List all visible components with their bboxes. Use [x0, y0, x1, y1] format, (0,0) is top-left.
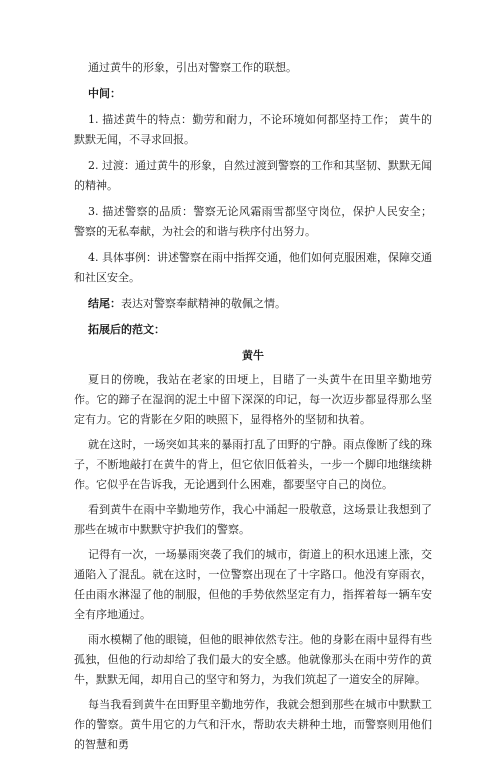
expanded-label: 拓展后的范文：	[88, 323, 165, 336]
middle-item-1: 1. 描述黄牛的特点：勤劳和耐力，不论环境如何都坚持工作； 黄牛的默默无闻，不寻求回报。	[74, 113, 432, 146]
middle-item-3: 3. 描述警察的品质：警察无论风霜雨雪都坚守岗位，保护人民安全； 警察的无私奉献，为社会的和谐与秩序付出努力。	[74, 205, 432, 238]
essay-title: 黄牛	[242, 349, 264, 362]
essay-paragraph-5: 雨水模糊了他的眼镜，但他的眼神依然专注。他的身影在雨中显得有些孤独，但他的行动却给了我们最大的安全感。他就像那头在雨中劳作的黄牛，默默无闻，却用自己的坚守和努力，为我们筑起了一道安全的屏障。	[74, 633, 432, 686]
essay-paragraph-2: 就在这时，一场突如其来的暴雨打乱了田野的宁静。雨点像断了线的珠子，不断地敲打在黄牛的背上，但它依旧低着头，一步一个脚印地继续耕作。它似乎在告诉我，无论遇到什么困难，都要坚守自己的岗位。	[74, 438, 432, 491]
ending-label: 结尾：	[88, 297, 121, 310]
essay-paragraph-1: 夏日的傍晚，我站在老家的田埂上，目睹了一头黄牛在田里辛勤地劳作。它的蹄子在湿润的泥土中留下深深的印记，每一次迈步都显得那么坚定有力。它的背影在夕阳的映照下，显得格外的坚韧和执着。	[74, 373, 432, 426]
ending-paragraph	[74, 294, 432, 314]
essay-paragraph-4: 记得有一次，一场暴雨突袭了我们的城市，街道上的积水迅速上涨，交通陷入了混乱。就在这时，一位警察出现在了十字路口。他没有穿雨衣，任由雨水淋湿了他的制服，但他的手势依然坚定有力，指挥着每一辆车安全有序地通过。	[74, 548, 432, 621]
document-page	[74, 58, 432, 760]
middle-label: 中间：	[88, 87, 121, 100]
middle-item-2: 2. 过渡：通过黄牛的形象，自然过渡到警察的工作和其坚韧、默默无闻的精神。	[74, 159, 432, 192]
essay-paragraph-6: 每当我看到黄牛在田野里辛勤地劳作，我就会想到那些在城市中默默工作的警察。黄牛用它的力气和汗水，帮助农夫耕种土地，而警察则用他们的智慧和勇	[74, 698, 432, 751]
essay-body	[74, 370, 432, 755]
ending-text: 表达对警察奉献精神的敬佩之情。	[121, 297, 286, 310]
essay-paragraph-3: 看到黄牛在雨中辛勤地劳作，我心中涌起一股敬意，这场景让我想到了那些在城市中默默守护我们的警察。	[74, 503, 432, 536]
intro-text: 通过黄牛的形象，引出对警察工作的联想。	[88, 61, 297, 74]
middle-item-4: 4. 具体事例：讲述警察在雨中指挥交通，他们如何克服困难，保障交通和社区安全。	[74, 251, 432, 284]
